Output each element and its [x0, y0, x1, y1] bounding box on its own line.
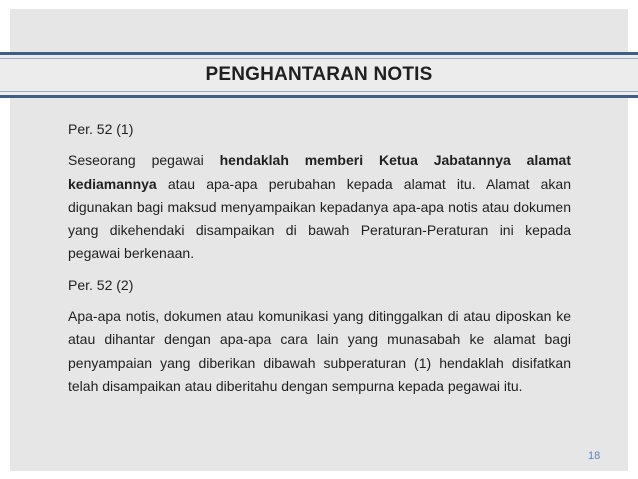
- section-paragraph-2: Apa-apa notis, dokumen atau komunikasi yang ditinggalkan di atau diposkan ke atau dihantar dengan apa-apa cara lain yang munasabah ke alamat bagi penyampaian yang diberikan dibawah subperaturan (1) hendaklah disifatkan telah disampaikan atau diberitahu dengan sempurna kepada pegawai itu.: [68, 308, 571, 394]
- paragraph-1-text-a: Seseorang pegawai: [68, 152, 220, 169]
- paragraph-1-text-b: atau apa-apa perubahan kepada alamat itu. Alamat akan digunakan bagi maksud menyampaikan kepadanya apa-apa notis atau dokumen yang dikehendaki disampaikan di bawah Peraturan-Peraturan ini kepada pegawai berkenaan.: [68, 175, 571, 262]
- paragraph-1-bold-text: hendaklah memberi Ketua Jabatannya alamat kediamannya: [68, 152, 571, 192]
- section-heading-2: Per. 52 (2): [68, 276, 134, 293]
- slide-content: [68, 118, 571, 406]
- title-bar: [0, 52, 638, 98]
- slide-title: PENGHANTARAN NOTIS: [205, 64, 433, 85]
- section-heading-1: Per. 52 (1): [68, 121, 134, 137]
- section-paragraph-1: [68, 149, 571, 265]
- page-number: 18: [588, 450, 601, 462]
- title-bar-inner: [0, 58, 638, 92]
